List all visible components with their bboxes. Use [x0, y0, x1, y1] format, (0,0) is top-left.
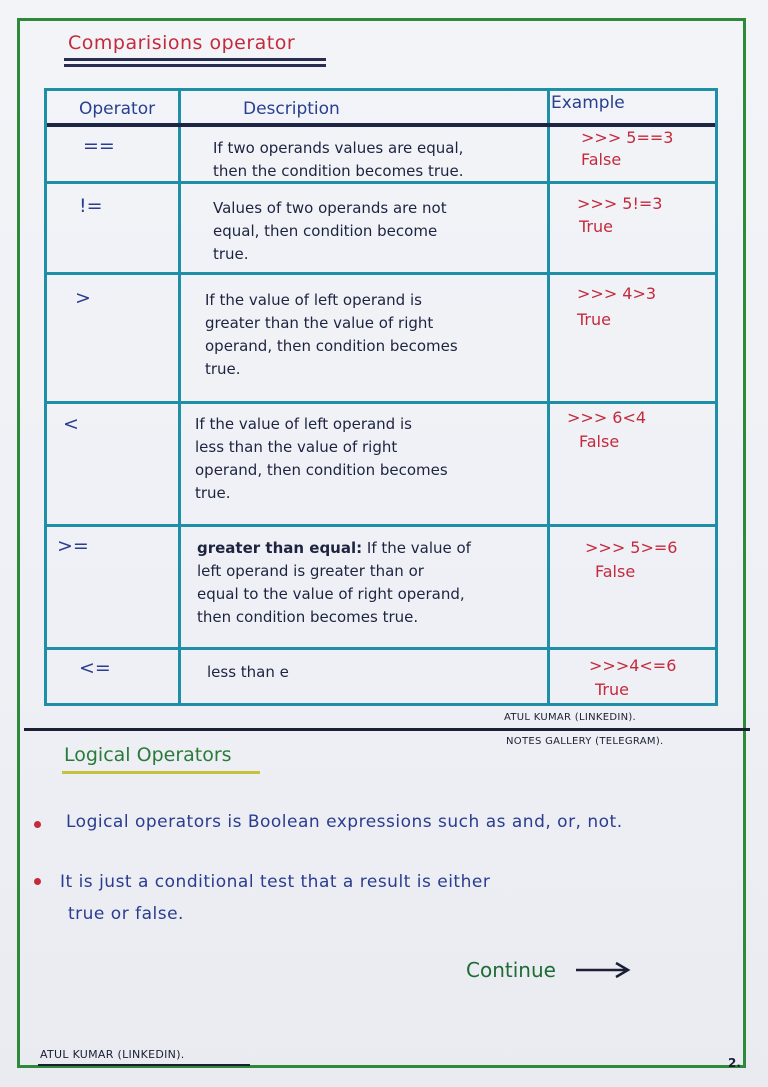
table-cell-description: Values of two operands are not equal, then condition become true. [213, 199, 447, 263]
table-row-rule [47, 524, 715, 527]
table-cell-operator: == [83, 135, 115, 157]
table-cell-example-command: >>>4<=6 [589, 656, 677, 675]
description-lead: greater than equal: [197, 539, 363, 557]
table-row-rule [47, 401, 715, 404]
table-cell-operator: >= [57, 535, 89, 557]
table-cell-description: If the value of left operand is greater than the value of right operand, then condition becomes true. [205, 291, 458, 378]
description-body: If the value of left operand is greater than or equal to the value of right operand, then condition becomes true. [197, 539, 471, 626]
section-title: Logical Operators [64, 744, 232, 766]
table-cell-example-result: False [579, 432, 620, 451]
table-cell-description: If two operands values are equal, then the condition becomes true. [213, 139, 464, 180]
table-cell-example-result: True [577, 310, 611, 329]
table-cell-example-result: False [581, 150, 622, 169]
table-row-rule [47, 272, 715, 275]
table-cell-description: less than e [207, 663, 289, 681]
arrow-right-icon [574, 960, 632, 980]
table-cell-operator: <= [79, 657, 111, 679]
table-cell-example-command: >>> 5>=6 [585, 538, 678, 557]
bullet-text-continued: true or false. [68, 904, 184, 924]
table-header-description: Description [243, 99, 340, 119]
section-title-underline [62, 771, 260, 774]
title-underline [64, 58, 326, 61]
comparison-table [44, 88, 718, 706]
section-divider [24, 728, 750, 731]
table-row-rule [47, 647, 715, 650]
table-cell-example-result: True [595, 680, 629, 699]
bullet-dot [34, 821, 41, 828]
channel-credit: NOTES GALLERY (TELEGRAM). [506, 736, 664, 747]
title-underline [64, 64, 326, 67]
author-credit: ATUL KUMAR (LINKEDIN). [504, 712, 637, 723]
continue-label: Continue [466, 958, 556, 982]
bullet-dot [34, 878, 41, 885]
footer-underline [38, 1064, 250, 1066]
table-cell-example-command: >>> 4>3 [577, 284, 657, 303]
table-header-example: Example [551, 93, 625, 113]
table-cell-operator: != [79, 195, 103, 217]
footer-credit: ATUL KUMAR (LINKEDIN). [40, 1048, 185, 1061]
page-title: Comparisions operator [68, 32, 296, 54]
table-cell-operator: > [75, 287, 91, 309]
table-cell-example-result: False [595, 562, 636, 581]
table-cell-description [197, 537, 471, 629]
table-cell-example-command: >>> 5!=3 [577, 194, 663, 213]
page-number: 2. [728, 1056, 741, 1070]
bullet-text: It is just a conditional test that a result is either [60, 872, 491, 892]
table-cell-example-result: True [579, 217, 613, 236]
bullet-text: Logical operators is Boolean expressions such as and, or, not. [66, 812, 623, 832]
table-cell-example-command: >>> 6<4 [567, 408, 647, 427]
table-header-operator: Operator [79, 99, 156, 119]
table-cell-example-command: >>> 5==3 [581, 128, 674, 147]
table-cell-operator: < [63, 413, 79, 435]
table-cell-description: If the value of left operand is less than the value of right operand, then condition becomes true. [195, 415, 448, 502]
